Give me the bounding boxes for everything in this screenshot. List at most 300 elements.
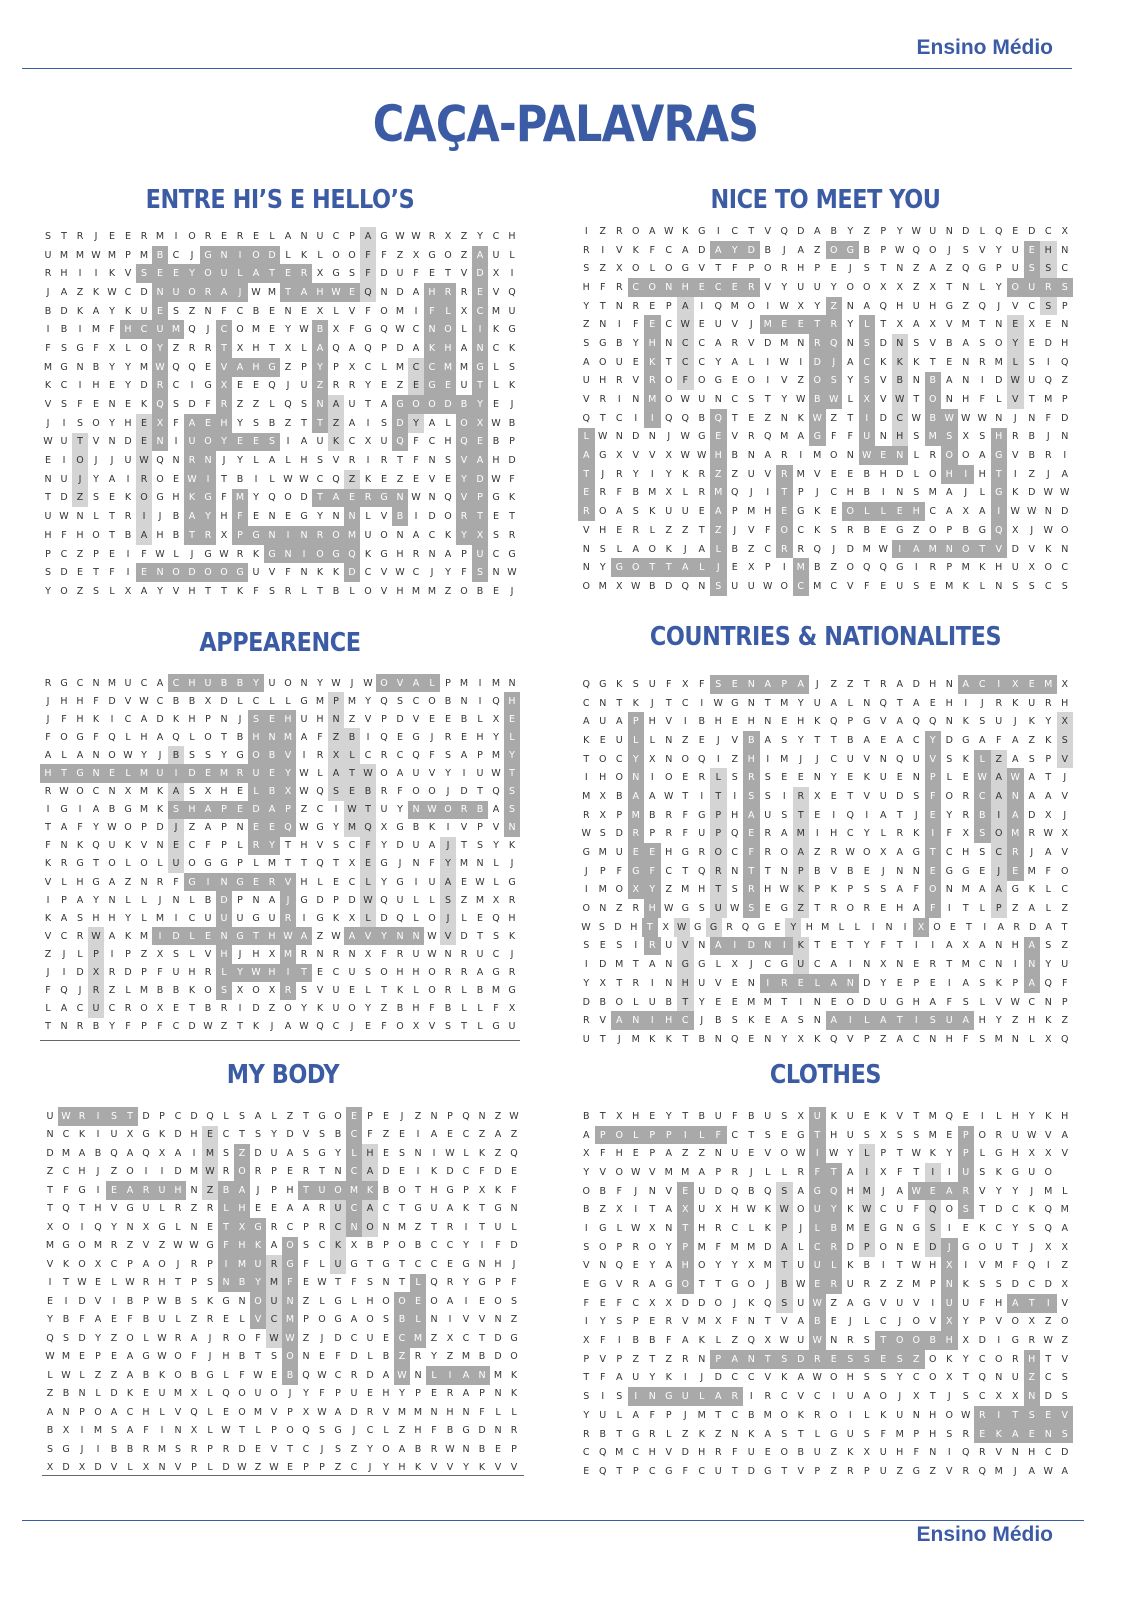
grid-letter: R (1013, 921, 1021, 933)
grid-letter: S (248, 710, 264, 728)
grid-letter: K (92, 286, 100, 298)
grid-letter: O (615, 772, 623, 784)
grid-letter: A (254, 1110, 262, 1122)
grid-letter: Q (929, 716, 937, 728)
grid-letter: X (648, 1297, 656, 1309)
grid-letter: E (583, 1465, 590, 1477)
grid-letter: Z (731, 468, 738, 480)
grid-letter: N (714, 1033, 722, 1045)
grid-letter: A (863, 300, 870, 312)
grid-letter: I (160, 1425, 164, 1437)
grid-letter: U (140, 305, 148, 317)
grid-letter: N (599, 697, 607, 709)
grid-letter: F (429, 749, 435, 761)
grid-letter: L (175, 1314, 181, 1326)
grid-letter: U (962, 1297, 970, 1309)
grid-letter: T (109, 529, 115, 541)
grid-letter: N (665, 977, 673, 989)
grid-letter: R (284, 585, 292, 597)
grid-letter: W (266, 1329, 282, 1348)
grid-letter: N (714, 1148, 722, 1160)
grid-letter: Y (253, 492, 259, 504)
grid-letter: U (731, 1148, 739, 1160)
grid-letter: E (875, 1350, 892, 1369)
grid-letter: N (204, 305, 212, 317)
grid-letter: F (509, 473, 515, 485)
grid-letter: T (731, 1465, 738, 1477)
grid-letter: A (412, 529, 420, 541)
grid-letter: L (477, 1021, 483, 1033)
grid-letter: R (743, 768, 760, 787)
grid-letter: B (582, 1204, 590, 1216)
grid-letter: H (1040, 241, 1057, 260)
grid-letter: N (78, 1388, 86, 1400)
grid-letter: U (300, 380, 308, 392)
grid-letter: W (507, 567, 517, 579)
grid-letter: F (173, 876, 179, 888)
grid-letter: E (859, 1219, 876, 1238)
grid-letter: S (1028, 580, 1035, 592)
grid-row (578, 353, 1073, 372)
grid-letter: H (1061, 697, 1069, 709)
grid-letter: L (1007, 353, 1024, 372)
grid-letter: U (599, 1409, 607, 1421)
grid-letter: Q (582, 678, 590, 690)
grid-letter: P (776, 1219, 793, 1238)
grid-letter: F (93, 731, 99, 743)
grid-letter: O (238, 1406, 246, 1418)
grid-letter: O (140, 1003, 148, 1015)
grid-letter: T (237, 1021, 243, 1033)
grid-letter: N (995, 319, 1003, 331)
grid-letter: P (333, 894, 339, 906)
grid-letter: P (472, 489, 488, 508)
grid-letter: Q (268, 380, 276, 392)
grid-letter: N (747, 977, 755, 989)
grid-letter: J (898, 1391, 902, 1403)
grid-letter: Y (456, 470, 472, 489)
grid-letter: L (125, 731, 131, 743)
grid-letter: B (238, 1351, 246, 1363)
grid-letter: R (698, 847, 706, 859)
grid-letter: D (316, 894, 324, 906)
grid-letter: V (316, 840, 324, 852)
grid-letter: M (347, 695, 357, 707)
grid-letter: N (428, 548, 436, 560)
grid-letter: E (316, 967, 323, 979)
grid-letter: Y (397, 804, 403, 816)
grid-letter: F (479, 1406, 485, 1418)
grid-letter: W (43, 436, 53, 448)
grid-letter: M (232, 489, 248, 508)
grid-letter: E (124, 399, 131, 411)
grid-letter: M (43, 361, 53, 373)
grid-letter: D (334, 1332, 342, 1344)
grid-letter: O (846, 996, 854, 1008)
grid-letter: N (747, 1316, 755, 1328)
grid-letter: S (252, 417, 260, 429)
grid-letter: G (896, 996, 904, 1008)
grid-letter: N (892, 446, 909, 465)
grid-letter: H (879, 468, 887, 480)
grid-letter: S (380, 417, 388, 429)
grid-letter: G (252, 912, 260, 924)
grid-letter: N (962, 375, 970, 387)
grid-letter: P (237, 894, 243, 906)
grid-letter: G (661, 1387, 678, 1406)
grid-letter: L (628, 731, 645, 750)
grid-letter: T (431, 1221, 437, 1233)
grid-letter: E (632, 1260, 639, 1272)
grid-letter: W (394, 1366, 410, 1385)
grid-letter: U (710, 899, 727, 918)
grid-letter: N (945, 678, 953, 690)
grid-letter: O (76, 786, 84, 798)
grid-letter: L (847, 394, 853, 406)
grid-letter: Z (220, 1021, 228, 1033)
grid-letter: V (677, 937, 694, 956)
grid-row (42, 1181, 522, 1200)
grid-letter: V (1057, 750, 1074, 769)
grid-letter: D (156, 822, 164, 834)
grid-letter: W (45, 1351, 55, 1363)
grid-letter: N (945, 716, 953, 728)
grid-letter: F (616, 487, 622, 499)
grid-letter: G (206, 1369, 214, 1381)
grid-letter: I (64, 1295, 68, 1307)
grid-letter: E (222, 1406, 229, 1418)
grid-letter: R (360, 489, 376, 508)
grid-letter: D (60, 305, 68, 317)
grid-letter: M (994, 1033, 1003, 1045)
grid-letter: L (173, 548, 179, 560)
grid-letter: U (1028, 1166, 1036, 1178)
grid-letter: I (286, 436, 290, 448)
grid-letter: O (92, 417, 100, 429)
grid-letter: I (634, 1204, 638, 1216)
grid-letter: A (929, 996, 936, 1008)
grid-letter: F (1045, 412, 1051, 424)
grid-letter: C (414, 1258, 422, 1270)
grid-letter: M (91, 324, 101, 336)
grid-letter: D (216, 891, 232, 909)
grid-letter: A (677, 558, 694, 577)
grid-letter: Y (381, 840, 387, 852)
grid-letter: N (665, 959, 673, 971)
grid-letter: D (1028, 809, 1036, 821)
grid-letter: U (698, 977, 706, 989)
grid-letter: T (45, 822, 51, 834)
grid-letter: T (479, 1221, 485, 1233)
grid-letter: H (300, 840, 308, 852)
grid-letter: F (381, 1021, 387, 1033)
grid-letter: Y (383, 1462, 389, 1474)
grid-letter: O (238, 1332, 246, 1344)
grid-letter: F (1062, 977, 1068, 989)
grid-letter: D (440, 395, 456, 414)
grid-letter: U (254, 1388, 262, 1400)
grid-letter: B (282, 1366, 298, 1385)
grid-letter: Z (140, 948, 148, 960)
grid-letter: E (344, 783, 360, 801)
grid-letter: O (941, 446, 958, 465)
grid-letter: P (583, 1353, 590, 1365)
grid-letter: Y (440, 855, 456, 873)
grid-letter: J (510, 399, 514, 411)
grid-letter: Y (781, 394, 788, 406)
grid-letter: E (200, 414, 216, 433)
grid-letter: O (995, 1353, 1003, 1365)
grid-letter: O (60, 731, 68, 743)
grid-letter: V (781, 1316, 788, 1328)
grid-letter: L (285, 249, 291, 261)
grid-letter: V (332, 455, 340, 467)
grid-letter: Y (863, 940, 870, 952)
grid-letter: H (108, 912, 116, 924)
grid-letter: R (222, 1166, 230, 1178)
grid-letter: K (300, 249, 308, 261)
grid-letter: O (284, 1003, 292, 1015)
grid-letter: V (174, 1462, 182, 1474)
grid-letter: W (911, 1148, 921, 1160)
grid-row (40, 227, 520, 246)
grid-letter: S (46, 1443, 54, 1455)
grid-letter: O (797, 1204, 805, 1216)
grid-letter: W (299, 822, 309, 834)
grid-letter: E (793, 315, 810, 334)
grid-letter: G (896, 562, 904, 574)
grid-letter: R (300, 948, 308, 960)
grid-letter: Z (380, 1003, 388, 1015)
grid-letter: J (881, 1185, 885, 1197)
grid-letter: W (826, 390, 843, 409)
grid-letter: B (392, 507, 408, 526)
grid-letter: B (731, 543, 739, 555)
grid-letter: L (285, 455, 291, 467)
grid-letter: D (1061, 506, 1069, 518)
grid-letter: W (845, 847, 855, 859)
grid-letter: Q (396, 912, 404, 924)
grid-letter: H (446, 1406, 454, 1418)
grid-letter: T (793, 806, 810, 825)
grid-letter: T (45, 492, 51, 504)
grid-letter: I (799, 450, 803, 462)
grid-letter: Q (110, 1147, 118, 1159)
grid-letter: L (47, 1369, 53, 1381)
grid-row (42, 1292, 522, 1311)
grid-letter: K (847, 1204, 854, 1216)
grid-letter: W (317, 1406, 327, 1418)
grid-letter: Q (912, 244, 920, 256)
grid-letter: A (136, 526, 152, 545)
grid-letter: G (945, 300, 953, 312)
grid-letter: V (880, 394, 887, 406)
grid-letter: L (694, 1126, 711, 1145)
grid-letter: S (1057, 1425, 1074, 1444)
grid-letter: H (396, 967, 404, 979)
grid-letter: Q (698, 865, 706, 877)
grid-letter: Z (826, 297, 843, 316)
grid-letter: T (682, 1033, 689, 1045)
grid-letter: O (929, 524, 937, 536)
grid-letter: T (892, 1011, 909, 1030)
grid-letter: C (332, 230, 340, 242)
grid-letter: O (328, 526, 344, 545)
grid-letter: V (599, 1166, 606, 1178)
grid-letter: E (444, 713, 451, 725)
grid-letter: K (236, 585, 244, 597)
grid-letter: A (665, 1148, 672, 1160)
grid-letter: V (270, 1443, 278, 1455)
grid-letter: Q (681, 580, 689, 592)
grid-letter: K (1045, 1110, 1052, 1122)
grid-letter: C (991, 843, 1008, 862)
grid-letter: G (316, 822, 324, 834)
grid-letter: X (859, 390, 876, 409)
grid-letter: V (46, 1258, 54, 1270)
grid-letter: Z (510, 1314, 518, 1326)
grid-letter: G (334, 1295, 342, 1307)
grid-letter: A (991, 768, 1008, 787)
grid-letter: R (582, 244, 590, 256)
grid-letter: C (710, 278, 727, 297)
grid-letter: O (879, 1391, 887, 1403)
grid-letter: G (142, 1129, 150, 1141)
grid-letter: N (879, 431, 887, 443)
grid-letter: D (238, 1443, 246, 1455)
grid-letter: C (108, 1003, 116, 1015)
grid-letter: R (414, 1351, 422, 1363)
grid-letter: E (110, 1351, 117, 1363)
grid-letter: Z (44, 948, 52, 960)
grid-letter: Z (494, 1110, 502, 1122)
grid-letter: O (364, 585, 372, 597)
grid-letter: A (396, 768, 404, 780)
grid-letter: C (1044, 225, 1052, 237)
grid-letter: F (682, 828, 688, 840)
grid-letter: X (412, 1021, 420, 1033)
grid-letter: A (460, 749, 468, 761)
grid-letter: U (648, 678, 656, 690)
grid-letter: K (364, 473, 372, 485)
grid-letter: Z (731, 753, 738, 765)
grid-letter: C (472, 302, 488, 321)
grid-letter: J (400, 1110, 404, 1122)
grid-letter: F (335, 1351, 341, 1363)
grid-letter: Z (1011, 1015, 1019, 1027)
grid-letter: M (925, 540, 942, 559)
grid-letter: C (1011, 1204, 1019, 1216)
grid-letter: C (615, 412, 623, 424)
grid-letter: S (222, 1147, 230, 1159)
grid-letter: C (628, 278, 645, 297)
grid-letter: H (797, 716, 805, 728)
grid-letter: M (346, 1181, 362, 1200)
grid-letter: R (124, 1003, 132, 1015)
grid-letter: Z (158, 1240, 166, 1252)
grid-letter: E (172, 473, 179, 485)
grid-letter: E (644, 315, 661, 334)
grid-letter: G (364, 324, 372, 336)
grid-letter: A (142, 1258, 150, 1270)
grid-letter: Z (252, 399, 260, 411)
grid-letter: E (248, 819, 264, 837)
grid-letter: R (428, 230, 436, 242)
grid-letter: P (45, 548, 51, 560)
grid-letter: G (158, 1221, 166, 1233)
grid-letter: T (175, 1277, 181, 1289)
grid-letter: L (814, 1428, 820, 1440)
grid-letter: X (714, 1204, 722, 1216)
grid-letter: X (962, 1335, 969, 1347)
grid-letter: Z (1061, 1015, 1068, 1027)
grid-letter: C (974, 787, 991, 806)
grid-letter: U (332, 985, 340, 997)
grid-letter: E (809, 1275, 826, 1294)
grid-letter: N (334, 1166, 342, 1178)
grid-row (42, 1329, 522, 1348)
grid-letter: B (62, 1388, 70, 1400)
grid-letter: R (648, 1428, 656, 1440)
grid-letter: O (780, 1148, 788, 1160)
grid-letter: G (599, 1279, 607, 1291)
grid-letter: K (1028, 716, 1035, 728)
grid-letter: R (264, 873, 280, 891)
grid-letter: U (252, 567, 260, 579)
grid-letter: Q (1044, 375, 1052, 387)
grid-letter: R (809, 334, 826, 353)
grid-letter: J (430, 567, 434, 579)
grid-letter: P (731, 506, 738, 518)
grid-letter: T (319, 1166, 325, 1178)
grid-letter: C (60, 548, 68, 560)
grid-letter: N (945, 225, 953, 237)
grid-letter: X (662, 921, 669, 933)
grid-letter: Q (896, 753, 904, 765)
grid-letter: V (665, 1447, 672, 1459)
grid-letter: M (681, 884, 690, 896)
grid-letter: G (863, 716, 871, 728)
grid-letter: R (184, 451, 200, 470)
grid-letter: O (1044, 562, 1052, 574)
grid-letter: Y (946, 1148, 953, 1160)
grid-letter: M (189, 1166, 199, 1178)
grid-letter: Q (92, 840, 100, 852)
grid-letter: F (479, 1166, 485, 1178)
grid-letter: D (248, 801, 264, 819)
grid-letter: X (190, 1425, 198, 1437)
grid-letter: E (344, 489, 360, 508)
grid-letter: E (332, 876, 339, 888)
grid-letter: T (56, 764, 72, 782)
grid-letter: Q (962, 1447, 970, 1459)
grid-letter: S (598, 921, 605, 933)
grid-letter: R (1011, 1353, 1019, 1365)
grid-letter: J (749, 319, 753, 331)
grid-letter: O (376, 674, 392, 692)
grid-letter: U (929, 225, 937, 237)
grid-letter: F (61, 713, 67, 725)
grid-letter: C (126, 1406, 134, 1418)
grid-letter: O (677, 1275, 694, 1294)
grid-letter: F (809, 1163, 826, 1182)
grid-letter: M (139, 804, 149, 816)
grid-letter: N (382, 1277, 390, 1289)
grid-letter: A (190, 1332, 198, 1344)
grid-row (578, 675, 1073, 694)
grid-letter: H (710, 446, 727, 465)
grid-letter: N (430, 1314, 438, 1326)
